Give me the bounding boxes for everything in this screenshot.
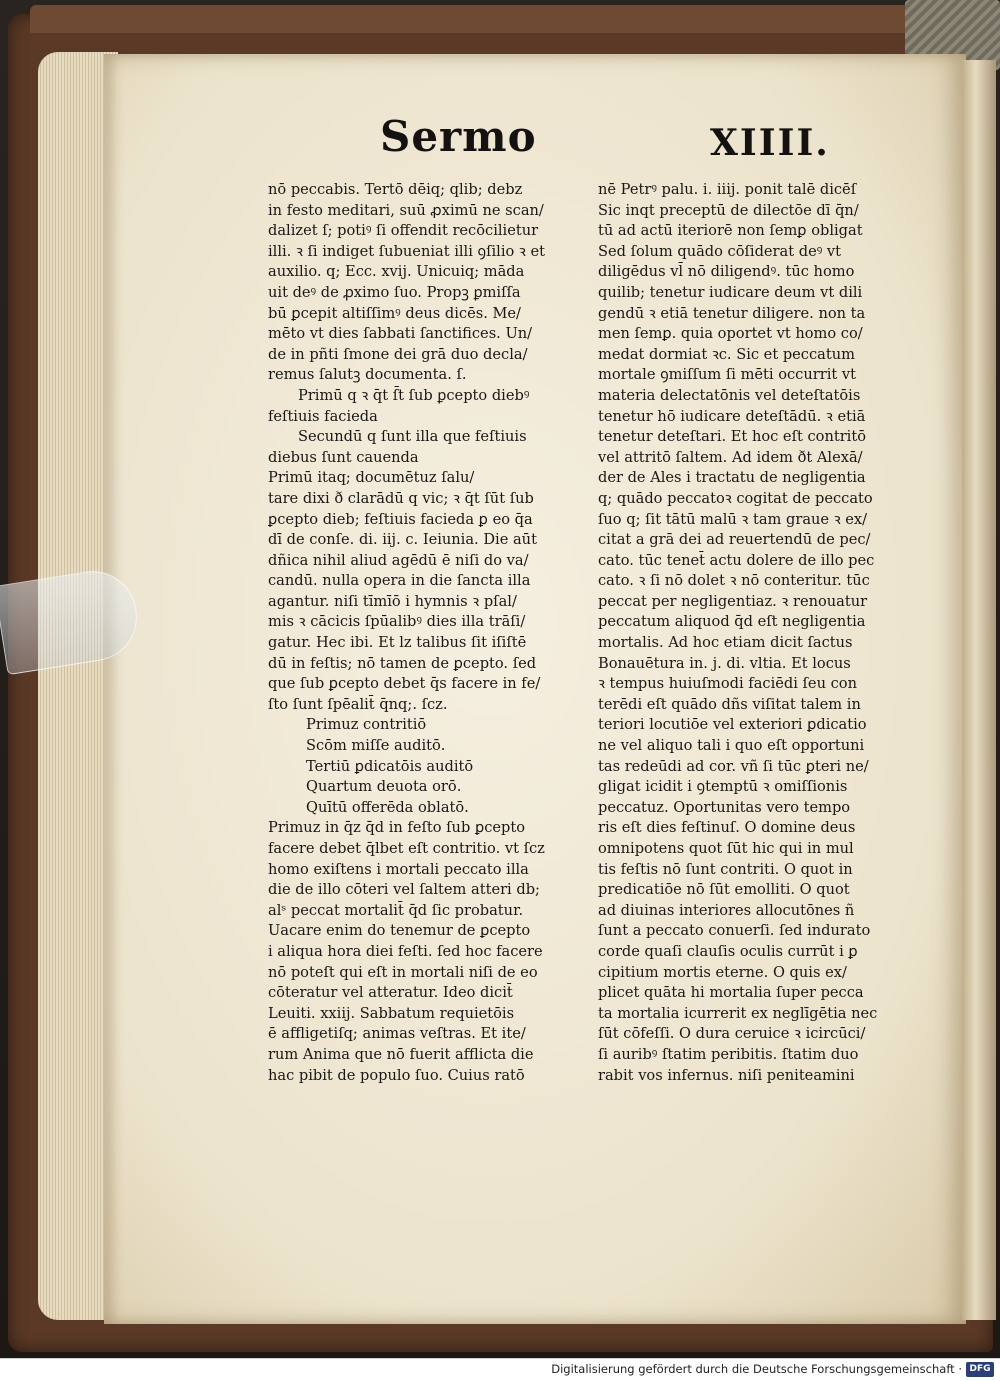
- text-line: Scōm miſſe auditō.: [306, 737, 446, 755]
- text-line: peccatum aliquod q̄d eſt negligentia: [598, 613, 866, 631]
- text-line: gendū ꝛ etiā tenetur diligere. non ta: [598, 304, 866, 322]
- text-line: Primuz contritiō: [306, 716, 427, 734]
- text-line: illi. ꝛ ſi indiget ſubueniat illi ꝯſilio ꝛ et: [268, 242, 545, 260]
- text-line: Leuiti. xxiij. Sabbatum requietōis: [268, 1004, 515, 1022]
- text-line: tenetur deteſtari. Et hoc eſt contritō: [598, 428, 866, 446]
- text-line: ne vel aliquo tali i quo eſt opportuni: [598, 737, 865, 755]
- text-line: ſto ſunt ſpēalit̄ q̄nq;. ſcz.: [268, 695, 448, 713]
- text-line: plicet quāta hi mortalia ſuper pecca: [598, 984, 864, 1002]
- text-line: hac pibit de populo ſuo. Cuius ratō: [268, 1066, 525, 1084]
- text-line: cipitium mortis eterne. O quis ex/: [598, 963, 847, 981]
- text-line: dalizet ſ; potiꝰ ſi offendit recōcilietur: [268, 222, 539, 240]
- text-line: tenetur hō iudicare deteſtādū. ꝛ etiā: [598, 407, 866, 425]
- text-line: ꝛ tempus huiuſmodi faciēdi ſeu con: [598, 675, 857, 693]
- text-line: nō peccabis. Tertō dēiq; qlib; debz: [268, 181, 523, 198]
- text-line: cōteratur vel atteratur. Ideo dicit̄: [268, 984, 513, 1002]
- text-column-right: [598, 180, 910, 1086]
- text-line: rum Anima que nō fuerit afflicta die: [268, 1045, 534, 1063]
- text-line: agantur. niſi tīmīō i hymnis ꝛ pſal/: [268, 592, 517, 610]
- text-line: ſūt cōfeſſi. O dura ceruice ꝛ icircūci/: [598, 1025, 866, 1043]
- text-line: tare dixi ð clarādū q vic; ꝛ q̄t ſūt ſub: [268, 489, 534, 507]
- text-line: mortalis. Ad hoc etiam dicit ſactus: [598, 634, 853, 652]
- text-line: Primū itaq; documētuz ſalu/: [268, 469, 475, 487]
- book-cover-top: [30, 5, 910, 33]
- text-line: Secundū q ſunt illa que feſtiuis: [298, 428, 527, 446]
- text-line: die de illo cōteri vel ſaltem atteri db;: [268, 881, 540, 899]
- text-line: gatur. Hec ibi. Et lz talibus ſit iſiſtē: [268, 634, 527, 652]
- text-line: candū. nulla opera in die ſancta illa: [268, 572, 531, 590]
- text-column-left: [268, 180, 588, 1086]
- text-line: auxilio. q; Ecc. xvij. Unicuiq; māda: [268, 263, 525, 281]
- text-line: dñica nihil aliud agēdū ē niſi do va/: [268, 551, 529, 569]
- text-line: diebus ſunt cauenda: [268, 448, 419, 466]
- text-line: terēdi eſt quādo dñs viſitat talem in: [598, 695, 861, 713]
- text-line: vel attritō ſaltem. Ad idem ðt Alexā/: [598, 448, 863, 466]
- text-line: Quītū offerēda oblatō.: [306, 798, 469, 816]
- text-line: ad diuinas interiores allocutōnes ñ: [598, 901, 855, 919]
- text-line: ſi auribꝰ ſtatim peribitis. ſtatim duo: [598, 1045, 859, 1063]
- text-line: Sed ſolum quādo cōſiderat deꝰ vt: [598, 242, 842, 260]
- right-page-edge: [962, 60, 996, 1320]
- text-line: gligat icidit i ꝯtemptū ꝛ omiſſionis: [598, 778, 848, 796]
- text-line: Quartum deuota orō.: [306, 778, 462, 796]
- text-line: ta mortalia icurrerit ex neglīgētia nec: [598, 1004, 878, 1022]
- text-line: der de Ales i tractatu de negligentia: [598, 469, 866, 487]
- page-header-right: XIIII.: [710, 122, 830, 164]
- text-line: mēto vt dies ſabbati ſanctifices. Un/: [268, 325, 533, 343]
- text-line: Tertiū ꝑdicatōis auditō: [306, 757, 474, 775]
- text-line: feſtiuis facieda: [268, 407, 378, 425]
- text-line: i aliqua hora diei feſti. ſed hoc facere: [268, 942, 543, 960]
- text-line: medat dormiat ꝛc. Sic et peccatum: [598, 345, 855, 363]
- text-line: nō poteſt qui eſt in mortali niſi de eo: [268, 963, 538, 981]
- text-line: uit deꝰ de ꝓximo ſuo. Propꝫ ꝑmiſſa: [268, 283, 521, 301]
- text-line: cato. ꝛ ſi nō dolet ꝛ nō conteritur. tūc: [598, 572, 870, 590]
- text-line: Primū q ꝛ q̄t ſ̄t ſub ꝑcepto diebꝰ: [298, 386, 530, 404]
- text-line: men ſemꝑ. quia oportet vt homo co/: [598, 325, 863, 343]
- text-line: cato. tūc tenet̄ actu dolere de illo pec: [598, 551, 875, 569]
- text-line: teriori locutiōe vel exteriori ꝑdicatio: [598, 716, 867, 734]
- text-line: in festo meditari, suū ꝓximū ne scan/: [268, 201, 544, 219]
- text-line: que ſub ꝑcepto debet q̄s facere in fe/: [268, 675, 541, 693]
- text-line: materia delectatōnis vel deteſtatōis: [598, 386, 861, 404]
- text-line: Bonauētura in. j. di. vltia. Et locus: [598, 654, 851, 672]
- text-line: ꝑcepto dieb; feſtiuis facieda ꝑ eo q̄a: [268, 510, 533, 528]
- text-line: peccatuz. Oportunitas vero tempo: [598, 798, 851, 816]
- text-line: omnipotens quot ſūt hic qui in mul: [598, 840, 854, 857]
- text-line: rabit vos infernus. niſi peniteamini: [598, 1066, 855, 1084]
- text-line: tas redeūdi ad cor. vñ ſi tūc ꝑteri ne/: [598, 757, 869, 775]
- text-line: quilib; tenetur iudicare deum vt dili: [598, 283, 863, 301]
- text-line: corde quaſi clauſis oculis currūt i ꝑ: [598, 942, 858, 960]
- text-line: ſuo q; ſit tātū malū ꝛ tam graue ꝛ ex/: [598, 510, 868, 528]
- text-line: facere debet q̄lbet eſt contritio. vt ſcz: [268, 840, 545, 857]
- text-line: ſunt a peccato conuerſi. ſed indurato: [598, 922, 871, 940]
- text-line: diligēdus vl̄ nō diligendꝰ. tūc homo: [598, 263, 855, 281]
- text-line: mortale ꝯmiſſum ſi mēti occurrit vt: [598, 366, 856, 384]
- text-line: tū ad actū iteriorē non ſemꝑ obligat: [598, 222, 863, 240]
- text-line: mis ꝛ cācicis ſpūalibꝰ dies illa trāſi/: [268, 613, 526, 631]
- text-line: predicatiōe nō ſūt emolliti. O quot: [598, 881, 850, 899]
- text-line: tis feſtis nō ſunt contriti. O quot in: [598, 860, 853, 878]
- text-line: citat a grā dei ad reuertendū de pec/: [598, 531, 871, 549]
- text-line: dū in feſtis; nō tamen de ꝑcepto. ſed: [268, 654, 537, 672]
- text-line: Sic inqt preceptū de dilectōe dī q̄n/: [598, 201, 859, 219]
- text-line: ris eſt dies feſtinuſ. O domine deus: [598, 819, 856, 837]
- text-line: de in pñti ſmone dei grā duo decla/: [268, 345, 528, 363]
- text-line: alˢ peccat mortalit̄ q̄d ſic probatur.: [268, 901, 524, 919]
- text-line: homo exiſtens i mortali peccato illa: [268, 860, 529, 878]
- text-line: remus ſalutꝫ documenta. ſ.: [268, 366, 467, 384]
- text-line: bū ꝑcepit altiſſimꝰ deus dicēs. Me/: [268, 304, 521, 322]
- text-line: dī de conſe. di. iij. c. Ieiunia. Die aūt: [268, 531, 537, 549]
- text-line: peccat per negligentiaz. ꝛ renouatur: [598, 592, 868, 610]
- footer-credit: Digitalisierung gefördert durch die Deutsche Forschungsgemeinschaft ·: [551, 1362, 962, 1376]
- page-header-left: Sermo: [380, 112, 537, 161]
- text-line: Primuz in q̄z q̄d in feſto ſub ꝑcepto: [268, 819, 526, 837]
- text-line: q; quādo peccatoꝛ cogitat de peccato: [598, 489, 873, 507]
- text-line: ē affligetiſq; animas veſtras. Et ite/: [268, 1025, 526, 1043]
- text-line: Uacare enim do tenemur de ꝑcepto: [268, 922, 531, 940]
- text-line: nē Petrꝰ palu. i. iiij. ponit talē dicēſ: [598, 181, 857, 198]
- dfg-logo-icon: DFG: [966, 1362, 994, 1377]
- footer-bar: [0, 1358, 1000, 1381]
